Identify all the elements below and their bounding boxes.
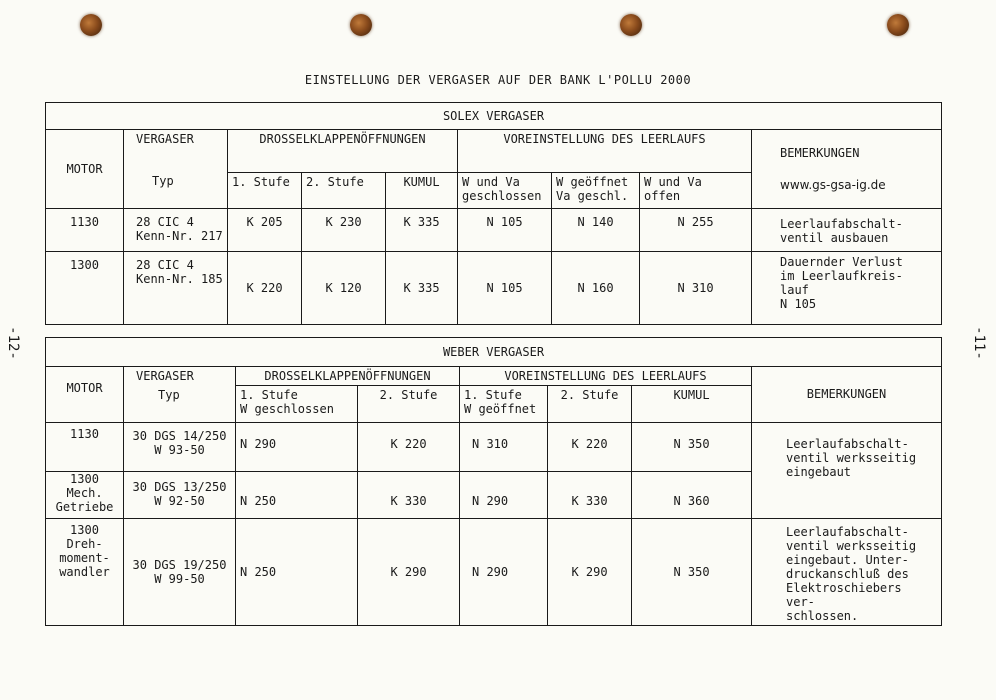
cell-d-stufe2: K 290 [358, 518, 460, 625]
page-number-right: -11- [970, 326, 987, 360]
cell-motor: 1300 Dreh- moment- wandler [46, 518, 124, 625]
cell-v-stufe2: K 290 [548, 518, 632, 625]
solex-header-kumul: KUMUL [386, 172, 458, 209]
cell-v3: N 310 [640, 252, 752, 325]
solex-header-drossel: DROSSELKLAPPENÖFFNUNGEN [228, 130, 458, 173]
cell-v-stufe1: N 290 [460, 518, 548, 625]
binder-hole [887, 14, 909, 36]
cell-v3: N 255 [640, 209, 752, 252]
cell-bemerkung: Leerlaufabschalt- ventil werksseitig eingebaut [752, 422, 942, 518]
cell-v-stufe1: N 290 [460, 471, 548, 518]
binder-hole [80, 14, 102, 36]
weber-header-vergaser: VERGASER [124, 367, 236, 386]
cell-v1: N 105 [458, 252, 552, 325]
cell-stufe2: K 230 [302, 209, 386, 252]
cell-d-stufe1: N 250 [236, 518, 358, 625]
solex-header-motor: MOTOR [46, 130, 124, 209]
website-text: www.gs-gsa-ig.de [780, 178, 886, 192]
cell-vergaser: 30 DGS 14/250 W 93-50 [124, 422, 236, 471]
solex-table [45, 102, 942, 325]
cell-kumul: N 350 [632, 518, 752, 625]
solex-header-vergaser: VERGASER [124, 130, 228, 173]
cell-v1: N 105 [458, 209, 552, 252]
binder-hole [620, 14, 642, 36]
cell-d-stufe2: K 220 [358, 422, 460, 471]
page-title: EINSTELLUNG DER VERGASER AUF DER BANK L'POLLU 2000 [304, 73, 692, 87]
weber-header-voreinstellung: VOREINSTELLUNG DES LEERLAUFS [460, 367, 752, 386]
solex-title: SOLEX VERGASER [46, 103, 942, 130]
weber-header-d-stufe2: 2. Stufe [358, 386, 460, 423]
cell-motor: 1300 Mech. Getriebe [46, 471, 124, 518]
cell-d-stufe2: K 330 [358, 471, 460, 518]
cell-kumul: K 335 [386, 252, 458, 325]
cell-stufe1: K 220 [228, 252, 302, 325]
cell-d-stufe1: N 290 [236, 422, 358, 471]
weber-header-bemerkungen: BEMERKUNGEN [752, 367, 942, 423]
page-number-left: -12- [4, 326, 21, 360]
cell-kumul: K 335 [386, 209, 458, 252]
cell-motor: 1130 [46, 209, 124, 252]
cell-v2: N 160 [552, 252, 640, 325]
binder-hole [350, 14, 372, 36]
solex-header-stufe1: 1. Stufe [228, 172, 302, 209]
weber-header-v-stufe2: 2. Stufe [548, 386, 632, 423]
solex-header-bemerkungen-cell [752, 130, 942, 209]
cell-stufe1: K 205 [228, 209, 302, 252]
table-row [46, 252, 942, 325]
weber-header-kumul: KUMUL [632, 386, 752, 423]
weber-title: WEBER VERGASER [46, 338, 942, 367]
solex-header-stufe2: 2. Stufe [302, 172, 386, 209]
weber-header-drossel: DROSSELKLAPPENÖFFNUNGEN [236, 367, 460, 386]
solex-header-wva-offen: W und Va offen [640, 172, 752, 209]
solex-header-wgeoffnet: W geöffnet Va geschl. [552, 172, 640, 209]
cell-bemerkung: Dauernder Verlust im Leerlaufkreis- lauf N 105 [752, 252, 942, 325]
solex-header-bemerkungen: BEMERKUNGEN [780, 146, 860, 160]
table-row [46, 518, 942, 625]
weber-table [45, 337, 942, 626]
cell-stufe2: K 120 [302, 252, 386, 325]
cell-motor: 1130 [46, 422, 124, 471]
table-row [46, 422, 942, 471]
cell-motor: 1300 [46, 252, 124, 325]
cell-v2: N 140 [552, 209, 640, 252]
cell-v-stufe2: K 220 [548, 422, 632, 471]
cell-bemerkung: Leerlaufabschalt- ventil werksseitig eingebaut. Unter- druckanschluß des Elektroschiebers ver- schlossen. [752, 518, 942, 625]
cell-vergaser: 30 DGS 13/250 W 92-50 [124, 471, 236, 518]
solex-header-voreinstellung: VOREINSTELLUNG DES LEERLAUFS [458, 130, 752, 173]
weber-header-v-stufe1: 1. Stufe W geöffnet [460, 386, 548, 423]
cell-v-stufe1: N 310 [460, 422, 548, 471]
weber-header-d-stufe1: 1. Stufe W geschlossen [236, 386, 358, 423]
weber-header-typ: Typ [124, 386, 236, 423]
table-row [46, 209, 942, 252]
cell-d-stufe1: N 250 [236, 471, 358, 518]
cell-kumul: N 360 [632, 471, 752, 518]
cell-vergaser: 28 CIC 4 Kenn-Nr. 185 [124, 252, 228, 325]
solex-header-typ: Typ [124, 172, 228, 209]
cell-kumul: N 350 [632, 422, 752, 471]
solex-header-wva-geschlossen: W und Va geschlossen [458, 172, 552, 209]
cell-vergaser: 30 DGS 19/250 W 99-50 [124, 518, 236, 625]
cell-v-stufe2: K 330 [548, 471, 632, 518]
weber-header-motor: MOTOR [46, 367, 124, 423]
cell-bemerkung: Leerlaufabschalt- ventil ausbauen [752, 209, 942, 252]
cell-vergaser: 28 CIC 4 Kenn-Nr. 217 [124, 209, 228, 252]
